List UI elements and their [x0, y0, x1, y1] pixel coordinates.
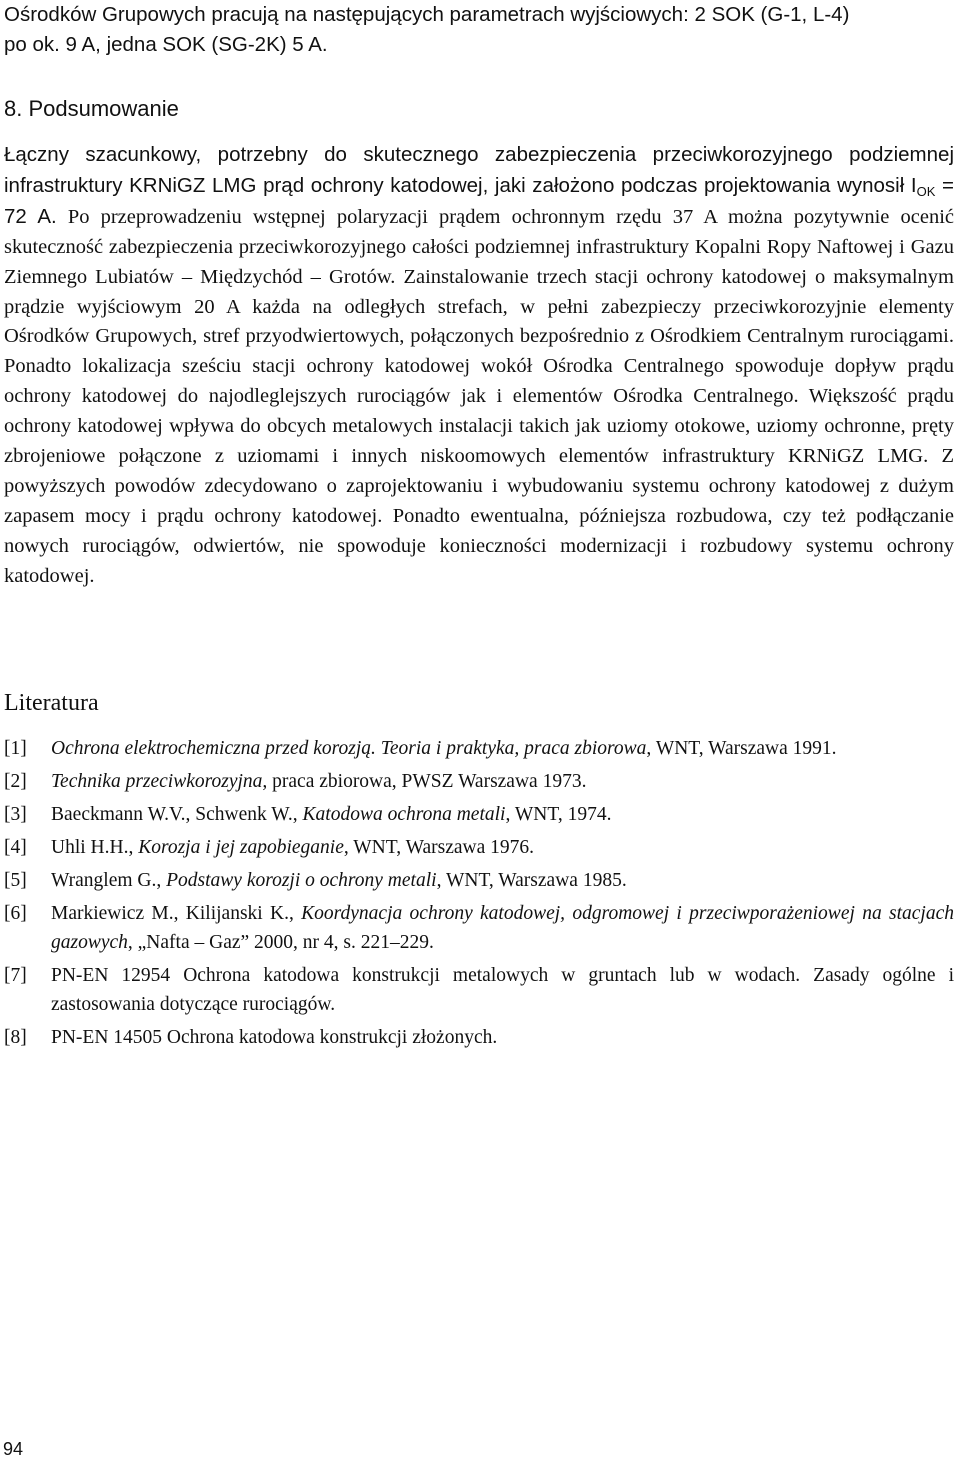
reference-details: , WNT, Warszawa 1976.	[343, 837, 534, 858]
summary-subscript: OK	[916, 183, 936, 199]
reference-authors: Uhli H.H.,	[51, 837, 139, 858]
reference-item	[4, 800, 954, 829]
summary-body-text: Po przeprowadzeniu wstępnej polaryzacji prądem ochronnym rzędu 37 A można pozytywnie ocenić skuteczność zabezpieczenia przeciwkorozyjnego całości podziemnej infrastruktury Kopalni Ropy Naftowej i Gazu Ziemnego Lubiatów – Międzychód – Grotów. Zainstalowanie trzech stacji ochrony katodowej o maksymalnym prądzie wyjściowym 20 A każda na odległych strefach, w pełni zabezpieczy przeciwkorozyjnie elementy Ośrodków Grupowych, stref przyodwiertowych, połączonych bezpośrednio z Ośrodkiem Centralnym rurociągami. Ponadto lokalizacja sześciu stacji ochrony katodowej wokół Ośrodka Centralnego spowoduje dopływ prądu ochrony katodowej do najodleglejszych rurociągów jak i elementów Ośrodka Centralnego. Większość prądu ochrony katodowej wpływa do obcych metalowych instalacji takich jak uziomy otokowe, uziomy ochronne, pręty zbrojeniowe połączone z uziomami i innych niskoomowych elementów infrastruktury KRNiGZ LMG. Z powyższych powodów zdecydowano o zaprojektowaniu i wybudowaniu systemu ochrony katodowej z dużym zapasem mocy i prądu ochrony katodowej. Ponadto ewentualna, późniejsza rozbudowa, czy też podłączanie nowych rurociągów, odwiertów, nie spowoduje konieczności modernizacji i rozbudowy systemu ochrony katodowej.	[4, 205, 954, 587]
intro-line-2: po ok. 9 A, jedna SOK (SG-2K) 5 A.	[4, 33, 328, 56]
reference-number: [6]	[4, 903, 27, 924]
reference-item	[4, 833, 954, 862]
reference-authors: Wranglem G.,	[51, 870, 167, 891]
reference-details: , WNT, 1974.	[505, 804, 612, 825]
reference-item	[4, 899, 954, 957]
intro-line-1: Ośrodków Grupowych pracują na następujących parametrach wyjściowych: 2 SOK (G-1, L-4)	[4, 3, 850, 26]
reference-item	[4, 767, 954, 796]
literature-heading: Literatura	[4, 690, 99, 716]
reference-item	[4, 1023, 954, 1052]
reference-item	[4, 734, 954, 763]
reference-number: [3]	[4, 804, 27, 825]
reference-item	[4, 866, 954, 895]
reference-item	[4, 961, 954, 1019]
reference-details: , WNT, Warszawa 1991.	[646, 738, 837, 759]
reference-number: [7]	[4, 965, 27, 986]
intro-paragraph	[4, 0, 954, 60]
reference-authors: PN-EN 12954 Ochrona katodowa konstrukcji metalowych w gruntach lub w wodach. Zasady ogólne i zastosowania dotyczące rurociągów.	[51, 965, 954, 1015]
reference-details: , „Nafta – Gaz” 2000, nr 4, s. 221–229.	[127, 932, 434, 953]
reference-authors: Baeckmann W.V., Schwenk W.,	[51, 804, 303, 825]
section-heading: 8. Podsumowanie	[4, 96, 179, 121]
reference-title: Technika przeciwkorozyjna,	[51, 771, 268, 792]
reference-number: [5]	[4, 870, 27, 891]
reference-authors: Markiewicz M., Kilijanski K.,	[51, 903, 302, 924]
reference-title: Podstawy korozji o ochrony metali	[166, 870, 437, 891]
reference-details: , WNT, Warszawa 1985.	[436, 870, 627, 891]
reference-authors: PN-EN 14505 Ochrona katodowa konstrukcji złożonych.	[51, 1027, 498, 1048]
summary-paragraph	[4, 140, 954, 592]
reference-number: [2]	[4, 771, 27, 792]
reference-title: Ochrona elektrochemiczna przed korozją. Teoria i praktyka, praca zbiorowa	[51, 738, 647, 759]
page-number: 94	[3, 1439, 24, 1459]
reference-title: Koordynacja ochrony katodowej, odgromowej i przeciwporażeniowej na stacjach gazowych	[51, 903, 954, 953]
reference-title: Korozja i jej zapobieganie	[138, 837, 344, 858]
reference-details: praca zbiorowa, PWSZ Warszawa 1973.	[267, 771, 587, 792]
reference-title: Katodowa ochrona metali	[302, 804, 506, 825]
summary-intro-text: Łączny szacunkowy, potrzebny do skutecznego zabezpieczenia przeciwkorozyjnego podziemnej infrastruktury KRNiGZ LMG prąd ochrony katodowej, jaki założono podczas projektowania wynosił I	[4, 143, 954, 197]
reference-list	[4, 734, 954, 1056]
reference-number: [4]	[4, 837, 27, 858]
summary-value-text: = 72 A.	[4, 173, 955, 228]
reference-number: [1]	[4, 738, 27, 759]
reference-number: [8]	[4, 1027, 27, 1048]
